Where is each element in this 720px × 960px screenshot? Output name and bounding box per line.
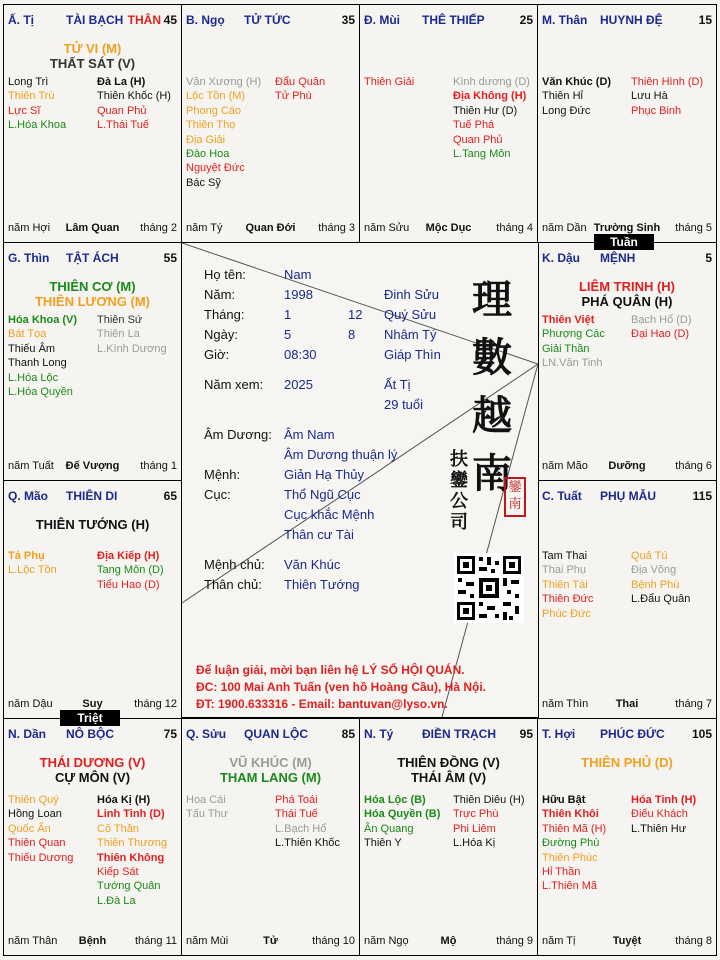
main-star: THIÊN LƯƠNG (M) xyxy=(34,294,151,309)
star-item: Hỉ Thần xyxy=(542,866,581,879)
palace-name: TÀI BẠCH xyxy=(66,13,124,27)
palace-name: THÊ THIẾP xyxy=(422,13,485,27)
palace-name: QUAN LỘC xyxy=(244,727,308,741)
palace-name: MỆNH xyxy=(600,251,636,265)
red-seal-stamp: 鑾南 xyxy=(504,477,526,517)
calligraphy-char-3: 越 xyxy=(472,392,512,439)
info-cuc-3: Thân cư Tài xyxy=(284,527,354,542)
info-ho-ten-value: Nam xyxy=(284,267,312,282)
star-item: Thiên Diêu (H) xyxy=(453,794,525,806)
star-column-left xyxy=(364,793,440,851)
calligraphy-char-4: 南 xyxy=(472,450,512,497)
star-item: L.Hóa Quyền xyxy=(8,386,73,399)
star-item: Thiên Hỉ xyxy=(542,90,583,103)
star-item: Tuế Phá xyxy=(453,119,495,132)
palace-age: 25 xyxy=(519,13,533,27)
star-item: Thiên Quan xyxy=(8,837,66,850)
info-menh-value: Giản Hạ Thủy xyxy=(284,467,364,482)
star-item: Trực Phù xyxy=(453,808,499,821)
footer-nam: năm Mão xyxy=(542,460,588,472)
star-item: Địa Kiếp (H) xyxy=(97,550,160,562)
star-item: Thiên Không xyxy=(97,851,165,864)
palace-branch: N. Dần xyxy=(8,727,47,741)
info-thang-value: 1 xyxy=(284,307,292,322)
star-item: Thiên Khôi xyxy=(542,808,599,821)
footer-thang: tháng 8 xyxy=(675,935,712,947)
star-item: Bát Tọa xyxy=(8,328,47,341)
star-item: Thiên Khốc (H) xyxy=(97,90,171,103)
palace-name: ĐIỀN TRẠCH xyxy=(422,727,496,741)
info-ho-ten: Họ tên: xyxy=(204,267,246,282)
footer-nam: năm Hợi xyxy=(8,222,51,234)
palace-branch: Đ. Mùi xyxy=(364,13,400,27)
palace-age: 5 xyxy=(705,251,712,265)
palace-mao[interactable] xyxy=(3,480,182,719)
star-item: Thiên Y xyxy=(364,837,402,850)
palace-header xyxy=(364,727,533,743)
main-star: THAM LANG (M) xyxy=(219,770,322,785)
palace-header xyxy=(542,489,712,505)
star-item: Thái Tuế xyxy=(275,808,318,821)
star-item: Lực Sĩ xyxy=(8,104,41,117)
footer-thang: tháng 7 xyxy=(675,698,712,710)
info-cuc-value: Thổ Ngũ Cục xyxy=(284,487,361,502)
star-item: Tang Môn (D) xyxy=(97,564,164,577)
star-item: Văn Xương (H) xyxy=(186,76,262,88)
calligraphy-char-2: 數 xyxy=(472,334,512,381)
star-item: Tấu Thư xyxy=(186,808,229,821)
palace-footer xyxy=(364,222,533,236)
footer-nam: năm Tuất xyxy=(8,460,54,472)
palace-footer xyxy=(186,935,355,949)
star-item: Thiếu Dương xyxy=(8,851,74,864)
star-item: Thiên Sứ xyxy=(97,314,143,326)
palace-footer xyxy=(364,935,533,949)
palace-branch: K. Dậu xyxy=(542,251,581,265)
star-item: Văn Khúc (D) xyxy=(542,76,612,88)
info-cuc-2: Cục khắc Mệnh xyxy=(284,507,375,522)
star-item: Bác Sỹ xyxy=(186,176,221,189)
star-item: Đà La (H) xyxy=(97,76,146,88)
palace-header xyxy=(8,13,177,29)
footer-nam: năm Dậu xyxy=(8,698,53,710)
palace-branch: M. Thân xyxy=(542,13,588,27)
info-menh-label: Mệnh: xyxy=(204,467,241,482)
star-item: Thiếu Âm xyxy=(8,342,56,355)
palace-thin[interactable] xyxy=(3,242,182,481)
palace-header xyxy=(8,251,177,267)
info-namxem-value: 2025 xyxy=(284,377,313,392)
star-item: Đẩu Quân xyxy=(275,76,326,88)
star-item: L.Thái Tuế xyxy=(97,119,149,132)
palace-footer xyxy=(186,222,355,236)
palace-branch: Q. Sửu xyxy=(186,727,227,741)
star-item: L.Tang Môn xyxy=(453,148,511,161)
footer-thang: tháng 10 xyxy=(312,935,355,947)
info-nam-value: 1998 xyxy=(284,287,313,302)
star-item: LN.Văn Tinh xyxy=(542,357,603,370)
star-item: Kiếp Sát xyxy=(97,866,139,879)
info-ngay-am: 8 xyxy=(348,327,356,342)
star-item: L.Kình Dương xyxy=(97,342,167,355)
palace-branch: Ấ. Tị xyxy=(8,13,34,27)
contact-line-1: Để luận giải, mời bạn liên hệ LÝ SỐ HỘI QUÁN. xyxy=(196,663,465,677)
star-column-right xyxy=(275,75,325,104)
star-item: Phượng Các xyxy=(542,328,605,341)
palace-tuat[interactable] xyxy=(537,480,717,719)
palace-name: PHÚC ĐỨC xyxy=(600,727,665,741)
star-item: Hoa Cái xyxy=(186,794,226,806)
footer-stage: Lâm Quan xyxy=(65,222,120,234)
star-item: Bệnh Phù xyxy=(631,578,680,591)
palace-footer xyxy=(8,460,177,474)
star-column-left xyxy=(364,75,414,89)
tuan-tag: Tuần xyxy=(594,234,654,250)
info-than-chu-label: Thân chủ: xyxy=(204,577,262,592)
palace-branch: T. Hợi xyxy=(542,727,576,741)
star-column-right xyxy=(275,793,340,851)
palace-age: 75 xyxy=(163,727,177,741)
star-item: Quan Phủ xyxy=(453,133,503,146)
main-star: PHÁ QUÂN (H) xyxy=(581,294,673,309)
main-star: THIÊN ĐỒNG (V) xyxy=(397,755,500,770)
info-menh-chu-label: Mệnh chủ: xyxy=(204,557,265,572)
palace-name: TỬ TỨC xyxy=(244,13,291,27)
star-item: Thiên Mã (H) xyxy=(542,822,607,835)
star-item: Thiên Hư (D) xyxy=(453,104,518,117)
star-item: L.Hóa Khoa xyxy=(8,119,67,132)
info-ngay-can: Nhâm Tý xyxy=(384,327,437,342)
star-column-left xyxy=(186,75,261,190)
footer-thang: tháng 5 xyxy=(675,222,712,234)
star-item: L.Thiên Mã xyxy=(542,880,598,893)
info-namxem-can: Ất Tị xyxy=(384,377,411,392)
info-am-duong-value: Âm Nam xyxy=(284,427,335,442)
footer-nam: năm Tý xyxy=(186,222,223,234)
star-column-left xyxy=(8,75,66,133)
star-item: Thiên Quý xyxy=(8,794,59,806)
footer-stage: Tuyệt xyxy=(612,935,642,947)
palace-footer xyxy=(8,935,177,949)
main-star: VŨ KHÚC (M) xyxy=(229,755,312,770)
star-item: Đường Phù xyxy=(542,837,600,850)
info-nam-label: Năm: xyxy=(204,287,236,302)
qr-code-icon xyxy=(454,553,524,623)
star-item: Thiên Trù xyxy=(8,90,55,103)
footer-thang: tháng 4 xyxy=(496,222,533,234)
info-gio-label: Giờ: xyxy=(204,347,230,362)
palace-name: PHỤ MẪU xyxy=(600,489,656,503)
star-item: Hóa Khoa (V) xyxy=(8,314,78,326)
palace-header xyxy=(186,727,355,743)
star-column-right xyxy=(97,549,164,592)
star-column-right xyxy=(453,793,525,851)
star-item: Địa Không (H) xyxy=(453,90,527,103)
footer-stage: Trường Sinh xyxy=(593,222,661,234)
footer-stage: Mộc Dục xyxy=(425,222,472,234)
star-column-right xyxy=(453,75,530,161)
star-item: L.Thiên Hư xyxy=(631,822,687,835)
star-item: Phúc Đức xyxy=(542,607,591,620)
palace-branch: G. Thìn xyxy=(8,251,50,265)
info-gio-value: 08:30 xyxy=(284,347,317,362)
star-column-left xyxy=(542,549,593,621)
star-item: Hồng Loan xyxy=(8,808,62,821)
footer-nam: năm Tị xyxy=(542,935,576,947)
info-tuoi: 29 tuổi xyxy=(384,397,424,412)
star-item: Phá Toái xyxy=(275,794,318,806)
star-item: Thiên La xyxy=(97,328,140,341)
footer-thang: tháng 12 xyxy=(134,698,177,710)
star-item: Tam Thai xyxy=(542,550,588,562)
star-item: Hóa Tinh (H) xyxy=(631,794,697,806)
palace-header xyxy=(542,13,712,29)
palace-branch: N. Tý xyxy=(364,727,394,741)
palace-name: THIÊN DI xyxy=(66,489,118,503)
footer-stage: Dưỡng xyxy=(608,460,646,472)
palace-than[interactable] xyxy=(537,4,717,243)
footer-stage: Bệnh xyxy=(78,935,107,947)
contact-line-2: ĐC: 100 Mai Anh Tuấn (ven hồ Hoàng Cầu), Hà Nội. xyxy=(196,680,487,694)
star-item: L.Lộc Tồn xyxy=(8,564,57,577)
star-column-right xyxy=(631,313,692,342)
palace-ty[interactable] xyxy=(359,718,538,956)
star-column-right xyxy=(631,793,696,836)
main-star: CỰ MÔN (V) xyxy=(54,770,131,785)
palace-header xyxy=(542,251,712,267)
palace-dau[interactable] xyxy=(537,242,717,481)
star-item: Long Đức xyxy=(542,104,591,117)
info-am-duong-label: Âm Dương: xyxy=(204,427,272,442)
star-item: Phục Binh xyxy=(631,104,682,117)
palace-branch: C. Tuất xyxy=(542,489,582,503)
palace-age: 105 xyxy=(691,727,712,741)
footer-nam: năm Mùi xyxy=(186,935,229,947)
star-item: Tả Phụ xyxy=(8,550,45,562)
star-item: Hóa Quyền (B) xyxy=(364,808,441,821)
star-item: Điếu Khách xyxy=(631,808,688,821)
star-column-left xyxy=(8,313,77,399)
main-star: THÁI DƯƠNG (V) xyxy=(39,755,146,770)
star-item: Thiên Phúc xyxy=(542,851,598,864)
footer-thang: tháng 9 xyxy=(496,935,533,947)
palace-footer xyxy=(542,935,712,949)
star-item: Tử Phù xyxy=(275,90,312,103)
footer-stage: Tử xyxy=(263,935,278,947)
star-item: Thiên Thương xyxy=(97,837,168,850)
footer-stage: Thai xyxy=(615,698,639,710)
star-item: L.Hóa Lộc xyxy=(8,371,59,384)
main-star: TỬ VI (M) xyxy=(63,41,122,56)
palace-header xyxy=(8,727,177,743)
star-item: Linh Tinh (D) xyxy=(97,808,165,821)
star-column-left xyxy=(542,75,611,118)
footer-nam: năm Thân xyxy=(8,935,58,947)
palace-header xyxy=(8,489,177,505)
info-gio-can: Giáp Thìn xyxy=(384,347,441,362)
star-item: Nguyệt Đức xyxy=(186,162,245,175)
calligraphy-char-1: 理 xyxy=(472,276,512,323)
star-item: Địa Giải xyxy=(186,133,226,146)
footer-stage: Suy xyxy=(82,698,103,710)
star-item: Hữu Bật xyxy=(542,794,586,806)
palace-than-tag: THÂN xyxy=(127,13,161,27)
main-star: THIÊN PHỦ (D) xyxy=(581,755,673,770)
palace-dan[interactable] xyxy=(3,718,182,956)
palace-age: 15 xyxy=(698,13,712,27)
footer-stage: Mộ xyxy=(440,935,457,947)
palace-footer xyxy=(542,460,712,474)
main-star: THIÊN TƯỚNG (H) xyxy=(35,517,150,532)
star-item: Lộc Tồn (M) xyxy=(186,90,246,103)
star-column-left xyxy=(542,313,605,371)
star-item: Ân Quang xyxy=(364,822,414,835)
footer-thang: tháng 2 xyxy=(140,222,177,234)
info-nam-can: Đinh Sửu xyxy=(384,287,439,302)
star-item: Cô Thần xyxy=(97,822,139,835)
star-column-left xyxy=(8,793,73,865)
star-item: Thiên Tài xyxy=(542,578,588,591)
palace-name: NÔ BỘC xyxy=(66,727,114,741)
palace-age: 45 xyxy=(163,13,177,27)
star-column-left xyxy=(186,793,228,822)
star-item: Đào Hoa xyxy=(186,148,230,161)
star-item: L.Hóa Kị xyxy=(453,837,496,850)
footer-thang: tháng 11 xyxy=(134,935,177,947)
footer-nam: năm Sửu xyxy=(364,222,410,234)
info-namxem-label: Năm xem: xyxy=(204,377,264,392)
palace-age: 55 xyxy=(163,251,177,265)
palace-branch: B. Ngọ xyxy=(186,13,225,27)
star-item: Phong Cáo xyxy=(186,104,242,117)
info-thang-am: 12 xyxy=(348,307,363,322)
star-item: Tướng Quân xyxy=(97,880,161,893)
palace-age: 35 xyxy=(341,13,355,27)
palace-ti[interactable] xyxy=(3,4,182,243)
palace-age: 85 xyxy=(341,727,355,741)
info-cuc-label: Cục: xyxy=(204,487,231,502)
star-column-right xyxy=(97,793,167,908)
star-item: L.Thiên Khốc xyxy=(275,837,340,850)
palace-age: 65 xyxy=(163,489,177,503)
info-thang-can: Quý Sửu xyxy=(384,307,437,322)
star-column-right xyxy=(631,549,690,607)
star-item: L.Đà La xyxy=(97,894,136,907)
info-menh-chu-value: Văn Khúc xyxy=(284,557,341,572)
footer-thang: tháng 3 xyxy=(318,222,355,234)
star-column-left xyxy=(542,793,606,894)
calligraphy-side-text: 扶鑾公司 xyxy=(450,449,468,533)
star-item: Hóa Lộc (B) xyxy=(364,794,426,806)
palace-name: HUYNH ĐỆ xyxy=(600,13,663,27)
palace-age: 95 xyxy=(519,727,533,741)
palace-hoi[interactable] xyxy=(537,718,717,956)
star-column-right xyxy=(97,75,171,133)
info-ngay-value: 5 xyxy=(284,327,292,342)
star-item: Thiên Đức xyxy=(542,593,594,606)
star-item: Hóa Kị (H) xyxy=(97,794,151,806)
star-item: L.Đẩu Quân xyxy=(631,593,691,606)
star-item: Phi Liêm xyxy=(453,822,496,835)
footer-thang: tháng 6 xyxy=(675,460,712,472)
star-item: Kình dương (D) xyxy=(453,76,530,88)
star-item: Tiểu Hao (D) xyxy=(97,578,160,591)
palace-ngo[interactable] xyxy=(181,4,360,243)
palace-age: 115 xyxy=(692,489,712,503)
star-item: Thiên Giải xyxy=(364,76,415,88)
star-item: Lưu Hà xyxy=(631,90,668,103)
star-item: Quả Tú xyxy=(631,550,668,562)
main-star: LIÊM TRINH (H) xyxy=(578,279,676,294)
footer-stage: Đế Vượng xyxy=(65,460,120,472)
chart-board xyxy=(3,4,717,954)
star-item: Quốc Ấn xyxy=(8,822,51,835)
star-item: Đại Hao (D) xyxy=(631,328,690,341)
info-than-chu-value: Thiên Tướng xyxy=(284,577,360,592)
info-am-duong-2: Âm Dương thuận lý xyxy=(284,447,398,462)
star-item: Thanh Long xyxy=(8,357,67,370)
palace-mui[interactable] xyxy=(359,4,538,243)
footer-stage: Quan Đới xyxy=(245,222,296,234)
star-item: L.Bạch Hổ xyxy=(275,822,327,835)
palace-branch: Q. Mão xyxy=(8,489,49,503)
palace-header xyxy=(542,727,712,743)
star-column-right xyxy=(631,75,703,118)
footer-nam: năm Dần xyxy=(542,222,587,234)
star-item: Thiên Thọ xyxy=(186,119,236,132)
palace-footer xyxy=(8,222,177,236)
footer-nam: năm Ngọ xyxy=(364,935,409,947)
main-star: THẤT SÁT (V) xyxy=(49,56,136,71)
star-item: Giải Thần xyxy=(542,342,590,355)
center-info-panel xyxy=(181,242,539,718)
star-item: Long Trì xyxy=(8,76,49,88)
palace-footer xyxy=(542,698,712,712)
triet-tag: Triệt xyxy=(60,710,120,726)
main-star: THIÊN CƠ (M) xyxy=(49,279,136,294)
palace-header xyxy=(364,13,533,29)
contact-line-3: ĐT: 1900.633316 - Email: bantuvan@lyso.vn. xyxy=(196,697,448,711)
star-item: Thiên Hình (D) xyxy=(631,76,704,88)
footer-nam: năm Thìn xyxy=(542,698,589,710)
palace-suu[interactable] xyxy=(181,718,360,956)
star-item: Thai Phụ xyxy=(542,564,587,577)
info-ngay-label: Ngày: xyxy=(204,327,238,342)
star-item: Quan Phủ xyxy=(97,104,147,117)
star-column-left xyxy=(8,549,57,578)
star-item: Địa Võng xyxy=(631,564,677,577)
palace-name: TẬT ÁCH xyxy=(66,251,119,265)
star-item: Bạch Hổ (D) xyxy=(631,314,692,326)
palace-header xyxy=(186,13,355,29)
footer-thang: tháng 1 xyxy=(140,460,177,472)
main-star: THÁI ÂM (V) xyxy=(410,770,487,785)
info-thang-label: Tháng: xyxy=(204,307,245,322)
star-item: Thiên Việt xyxy=(542,314,595,326)
star-column-right xyxy=(97,313,167,356)
